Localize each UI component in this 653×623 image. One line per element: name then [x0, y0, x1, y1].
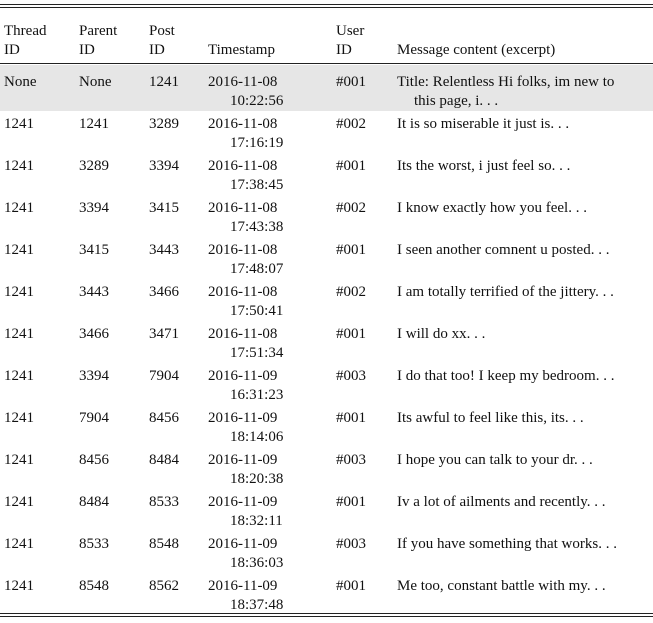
cell-timestamp	[208, 531, 336, 573]
cell-timestamp	[208, 279, 336, 321]
cell-message	[397, 363, 653, 405]
timestamp-date: 2016-11-09	[208, 536, 278, 552]
table-row	[0, 531, 653, 573]
timestamp-date: 2016-11-09	[208, 494, 278, 510]
timestamp-date: 2016-11-08	[208, 284, 278, 300]
timestamp-date: 2016-11-08	[208, 158, 278, 174]
cell-message	[397, 65, 653, 111]
cell-user-id: #001	[336, 158, 366, 174]
timestamp-date: 2016-11-09	[208, 368, 278, 384]
cell-thread-id: 1241	[4, 494, 34, 510]
table-row	[0, 573, 653, 615]
cell-post-id: 8548	[149, 536, 179, 552]
cell-user-id: #001	[336, 494, 366, 510]
cell-parent-id: 3443	[79, 284, 109, 300]
cell-thread-id: 1241	[4, 536, 34, 552]
top-rule-2	[0, 7, 653, 8]
timestamp-time: 17:51:34	[230, 345, 284, 361]
message-line-1: Iv a lot of ailments and recently. . .	[397, 494, 606, 510]
cell-post-id: 7904	[149, 368, 179, 384]
header-message-content: Message content (excerpt)	[397, 42, 556, 58]
message-line-1: It is so miserable it just is. . .	[397, 116, 570, 132]
cell-thread-id: 1241	[4, 578, 34, 594]
message-line-1: I hope you can talk to your dr. . .	[397, 452, 593, 468]
cell-timestamp	[208, 405, 336, 447]
timestamp-time: 18:37:48	[230, 597, 284, 613]
message-line-1: I do that too! I keep my bedroom. . .	[397, 368, 615, 384]
cell-message	[397, 447, 653, 489]
timestamp-time: 18:14:06	[230, 429, 284, 445]
cell-timestamp	[208, 111, 336, 153]
message-line-1: If you have something that works. . .	[397, 536, 617, 552]
timestamp-time: 18:36:03	[230, 555, 284, 571]
cell-message	[397, 237, 653, 279]
cell-thread-id: 1241	[4, 116, 34, 132]
cell-post-id: 3415	[149, 200, 179, 216]
cell-message	[397, 279, 653, 321]
cell-post-id: 3394	[149, 158, 179, 174]
cell-user-id: #003	[336, 368, 366, 384]
timestamp-time: 18:32:11	[230, 513, 283, 529]
timestamp-date: 2016-11-08	[208, 116, 278, 132]
cell-parent-id: 7904	[79, 410, 109, 426]
cell-post-id: 1241	[149, 65, 208, 111]
table-row	[0, 405, 653, 447]
table-row	[0, 195, 653, 237]
header-user-id: User ID	[336, 23, 365, 58]
cell-user-id: #001	[336, 326, 366, 342]
cell-thread-id: 1241	[4, 410, 34, 426]
cell-thread-id: 1241	[4, 158, 34, 174]
cell-parent-id: 8548	[79, 578, 109, 594]
timestamp-time: 17:48:07	[230, 261, 284, 277]
cell-parent-id: 3415	[79, 242, 109, 258]
timestamp-date: 2016-11-09	[208, 410, 278, 426]
timestamp-time: 16:31:23	[230, 387, 284, 403]
cell-parent-id: None	[79, 65, 149, 111]
message-line-1: Title: Relentless Hi folks, im new to	[397, 74, 615, 90]
cell-parent-id: 8484	[79, 494, 109, 510]
timestamp-date: 2016-11-08	[208, 326, 278, 342]
timestamp-time: 17:16:19	[230, 135, 284, 151]
cell-parent-id: 1241	[79, 116, 109, 132]
cell-timestamp	[208, 153, 336, 195]
table-row	[0, 363, 653, 405]
cell-message	[397, 489, 653, 531]
cell-thread-id: 1241	[4, 200, 34, 216]
top-rule-1	[0, 4, 653, 5]
table-row	[0, 111, 653, 153]
header-row	[0, 11, 653, 65]
cell-post-id: 8484	[149, 452, 179, 468]
cell-post-id: 3471	[149, 326, 179, 342]
message-line-1: I will do xx. . .	[397, 326, 486, 342]
cell-thread-id: None	[0, 65, 79, 111]
cell-message	[397, 573, 653, 615]
header-post-id: Post ID	[149, 23, 175, 58]
message-line-1: Its awful to feel like this, its. . .	[397, 410, 584, 426]
timestamp-date: 2016-11-08	[208, 74, 278, 90]
cell-user-id: #002	[336, 200, 366, 216]
cell-user-id: #001	[336, 578, 366, 594]
cell-message	[397, 531, 653, 573]
cell-thread-id: 1241	[4, 284, 34, 300]
cell-message	[397, 111, 653, 153]
cell-thread-id: 1241	[4, 242, 34, 258]
table-row	[0, 447, 653, 489]
cell-post-id: 3443	[149, 242, 179, 258]
table-row	[0, 153, 653, 195]
message-line-1: I am totally terrified of the jittery. . .	[397, 284, 614, 300]
cell-thread-id: 1241	[4, 326, 34, 342]
cell-post-id: 3289	[149, 116, 179, 132]
cell-timestamp	[208, 363, 336, 405]
table-row	[0, 489, 653, 531]
cell-thread-id: 1241	[4, 368, 34, 384]
table-row	[0, 65, 653, 111]
cell-user-id: #002	[336, 284, 366, 300]
cell-thread-id: 1241	[4, 452, 34, 468]
message-line-1: Its the worst, i just feel so. . .	[397, 158, 571, 174]
cell-parent-id: 3289	[79, 158, 109, 174]
message-line-1: I seen another comnent u posted. . .	[397, 242, 610, 258]
timestamp-time: 17:43:38	[230, 219, 284, 235]
cell-timestamp	[208, 237, 336, 279]
cell-timestamp	[208, 489, 336, 531]
message-line-1: Me too, constant battle with my. . .	[397, 578, 606, 594]
cell-user-id: #001	[336, 242, 366, 258]
timestamp-time: 17:38:45	[230, 177, 284, 193]
timestamp-date: 2016-11-08	[208, 200, 278, 216]
timestamp-time: 10:22:56	[230, 93, 284, 109]
cell-user-id: #001	[336, 65, 397, 111]
cell-post-id: 8456	[149, 410, 179, 426]
header-thread-id: Thread ID	[4, 23, 47, 58]
table-row	[0, 279, 653, 321]
table-row	[0, 237, 653, 279]
cell-timestamp	[208, 195, 336, 237]
cell-user-id: #003	[336, 536, 366, 552]
forum-posts-table	[0, 11, 653, 615]
cell-message	[397, 195, 653, 237]
cell-user-id: #001	[336, 410, 366, 426]
cell-parent-id: 8533	[79, 536, 109, 552]
cell-post-id: 8533	[149, 494, 179, 510]
cell-timestamp	[208, 573, 336, 615]
table-row	[0, 321, 653, 363]
cell-user-id: #002	[336, 116, 366, 132]
bottom-rule-2	[0, 616, 653, 617]
cell-timestamp	[208, 447, 336, 489]
timestamp-time: 17:50:41	[230, 303, 284, 319]
cell-parent-id: 3394	[79, 200, 109, 216]
timestamp-time: 18:20:38	[230, 471, 284, 487]
header-parent-id: Parent ID	[79, 23, 118, 58]
cell-timestamp	[208, 65, 336, 111]
timestamp-date: 2016-11-09	[208, 578, 278, 594]
message-line-1: I know exactly how you feel. . .	[397, 200, 587, 216]
cell-user-id: #003	[336, 452, 366, 468]
timestamp-date: 2016-11-09	[208, 452, 278, 468]
cell-parent-id: 3466	[79, 326, 109, 342]
cell-timestamp	[208, 321, 336, 363]
cell-post-id: 3466	[149, 284, 179, 300]
header-timestamp: Timestamp	[208, 42, 275, 58]
cell-message	[397, 405, 653, 447]
cell-parent-id: 8456	[79, 452, 109, 468]
message-line-2: this page, i. . .	[414, 93, 499, 109]
timestamp-date: 2016-11-08	[208, 242, 278, 258]
cell-message	[397, 153, 653, 195]
cell-message	[397, 321, 653, 363]
cell-post-id: 8562	[149, 578, 179, 594]
cell-parent-id: 3394	[79, 368, 109, 384]
